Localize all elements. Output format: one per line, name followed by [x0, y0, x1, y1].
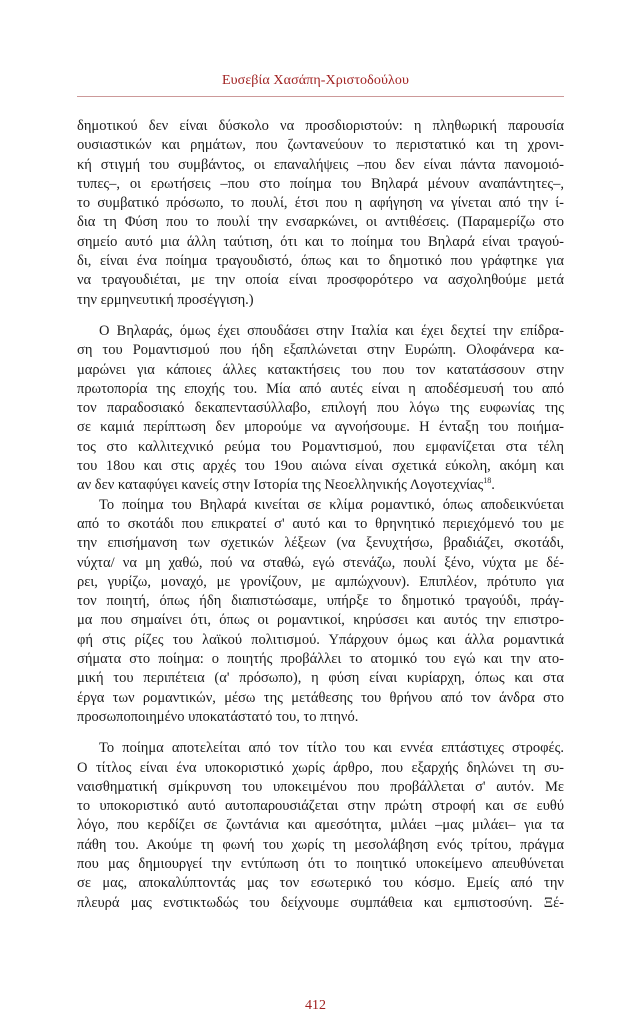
text-line: Ο τίτλος είναι ένα υποκοριστικό χωρίς άρθρο, που εξαρχής δηλώνει τη συ- [77, 759, 564, 776]
text-line: την ερμηνευτική προσέγγιση.) [77, 291, 254, 308]
text-line: κή στιγμή του συμβάντος, οι επαναλήψεις –που δεν είναι πάντα πανομοιό- [77, 156, 564, 173]
text-line: τον ποιητή, όπως ήδη διαπιστώσαμε, υπήρξε το δημοτικό τραγούδι, πράγ- [77, 593, 564, 610]
text-line: νύχτα/ να μη χαθώ, πού να σταθώ, εγώ στενάζω, πουλί ξένο, νύχτα με δέ- [77, 554, 564, 571]
text-line: τυπες–, οι ερωτήσεις –που στο ποίημα του Βηλαρά μένουν αναπάντητες–, [77, 175, 564, 192]
text-line: ουσιαστικών και ρημάτων, που ζωντανεύουν το περιστατικό και τη χρονι- [77, 137, 564, 154]
paragraph-4 [77, 739, 564, 913]
text-line: προσωποποιημένο υποκατάστατό του, το πτηνό. [77, 708, 359, 725]
text-line: πλευρά μας ενστικτωδώς του δείχνουμε συμπάθεια και εμπιστοσύνη. Ξέ- [77, 894, 564, 911]
text-line: το συμβατικό πρόσωπο, το πουλί, έτσι που η αφήγηση να γίνεται από την ί- [77, 195, 564, 212]
text-line: πρωτοπορία της εποχής του. Μία από αυτές είναι η αποδέσμευσή του από [77, 380, 564, 397]
paragraph-3 [77, 496, 564, 728]
text-line: μαρώνει για κάποιες άλλες κατακτήσεις του που τον κατατάσσουν στην [77, 361, 564, 378]
text-line: να τραγουδιέται, με την οποία είναι προσφορότερο να ασχοληθούμε μετά [77, 272, 564, 289]
paragraph-gap [77, 727, 564, 739]
sentence-end: . [491, 477, 495, 494]
text-line: Το ποίημα αποτελείται από τον τίτλο του και εννέα επτάστιχες στροφές. [99, 740, 564, 757]
text-line: μική του περιπέτεια (α' πρόσωπο), η φύση είναι κυρίαρχη, όπως και στα [77, 670, 564, 687]
text-line: λόγο, που κερδίζει σε ζωντάνια και αμεσότητα, μιλάει –μας μιλάει– για τα [77, 817, 564, 834]
text-line: σήματα στο ποίημα: ο ποιητής προβάλλει το ατομικό του εγώ και την ατο- [77, 651, 564, 668]
text-line: πάθη του. Ακούμε τη φωνή του χωρίς τη μεσολάβηση ενός τρίτου, πράγμα [77, 836, 564, 853]
text-line: δια τη Φύση που το πουλί την ενσαρκώνει, οι αντιθέσεις. (Παραμερίζω στο [77, 214, 564, 231]
text-line: δι, είναι ένα ποίημα τραγουδιστό, όπως και το δημοτικό που γράφτηκε για [77, 253, 564, 270]
page-number: 412 [305, 998, 326, 1013]
text-line: ση του Ρομαντισμού που ήδη εξαπλώνεται στην Ευρώπη. Ολοφάνερα κα- [77, 342, 564, 359]
text-line: σε μας, αποκαλύπτοντάς μας τον εσωτερικό του κόσμο. Εμείς από την [77, 875, 564, 892]
body-text [77, 117, 564, 913]
paragraph-1 [77, 117, 564, 310]
text-line: έργα των ρομαντικών, μέσω της μετάθεσης του θρήνου από τον άνδρα στο [77, 689, 564, 706]
text-line: σημείο αυτό μια άλλη ταύτιση, ότι και το ποίημα του Βηλαρά είναι τραγού- [77, 233, 564, 250]
text-line: από το σκοτάδι που επικρατεί σ' αυτό και το θρηνητικό περιεχόμενό του με [77, 515, 564, 532]
text-line: δημοτικού δεν είναι δύσκολο να προσδιοριστούν: η πληθωρική παρουσία [77, 118, 564, 134]
text-line-content: αν δεν καταφύγει κανείς στην Ιστορία της Νεοελληνικής Λογοτεχνίας [77, 477, 484, 494]
text-line: που μας δημιουργεί την εντύπωση ότι το ποιητικό υποκείμενο απευθύνεται [77, 855, 564, 872]
text-line: τον παραδοσιακό δεκαπεντασύλλαβο, επιλογή που λόγω της ευφωνίας της [77, 400, 564, 417]
text-line: Ο Βηλαράς, όμως έχει σπουδάσει στην Ιταλία και έχει δεχτεί την επίδρα- [99, 322, 564, 339]
text-line: την επισήμανση των σχετικών λέξεων (να ξενυχτήσω, βραδιάζει, σκοτάδι, [77, 535, 564, 552]
text-line: μα που σημαίνει ότι, όπως οι ρομαντικοί, κηρύσσει και αυτός την επιστρο- [77, 612, 564, 629]
text-line: σε καμιά περίπτωση δεν μπορούμε να αγνοήσουμε. Η ένταξη του ποιήμα- [77, 419, 564, 436]
paragraph-gap [77, 310, 564, 322]
text-line [77, 476, 564, 495]
header-rule [77, 96, 564, 97]
text-line: τος στο καλλιτεχνικό ρεύμα του Ρομαντισμού, που εμφανίζεται στα τέλη [77, 438, 564, 455]
text-line: ναισθηματική σμίκρυνση του υποκειμένου που προβάλλεται σ' αυτόν. Με [77, 778, 564, 795]
text-line: το υποκοριστικό αυτό αυτοπαρουσιάζεται στην πρώτη στροφή και σε ευθύ [77, 798, 564, 815]
text-line: του 18ου και στις αρχές του 19ου αιώνα είναι σχετικά εύκολη, ακόμη και [77, 458, 564, 475]
text-line: φή στις ρίζες του λαϊκού πολιτισμού. Υπάρχουν όμως και άλλα ρομαντικά [77, 631, 564, 648]
text-line: ρει, γυρίζω, μοναχό, με γρονίζουν, με αμπώχνουν). Επιπλέον, πρότυπο για [77, 573, 564, 590]
running-header: Ευσεβία Χασάπη-Χριστοδούλου [222, 73, 409, 88]
paragraph-2 [77, 322, 564, 496]
footnote-reference[interactable]: 18 [483, 476, 492, 486]
text-line: Το ποίημα του Βηλαρά κινείται σε κλίμα ρομαντικό, όπως αποδεικνύεται [99, 496, 564, 513]
